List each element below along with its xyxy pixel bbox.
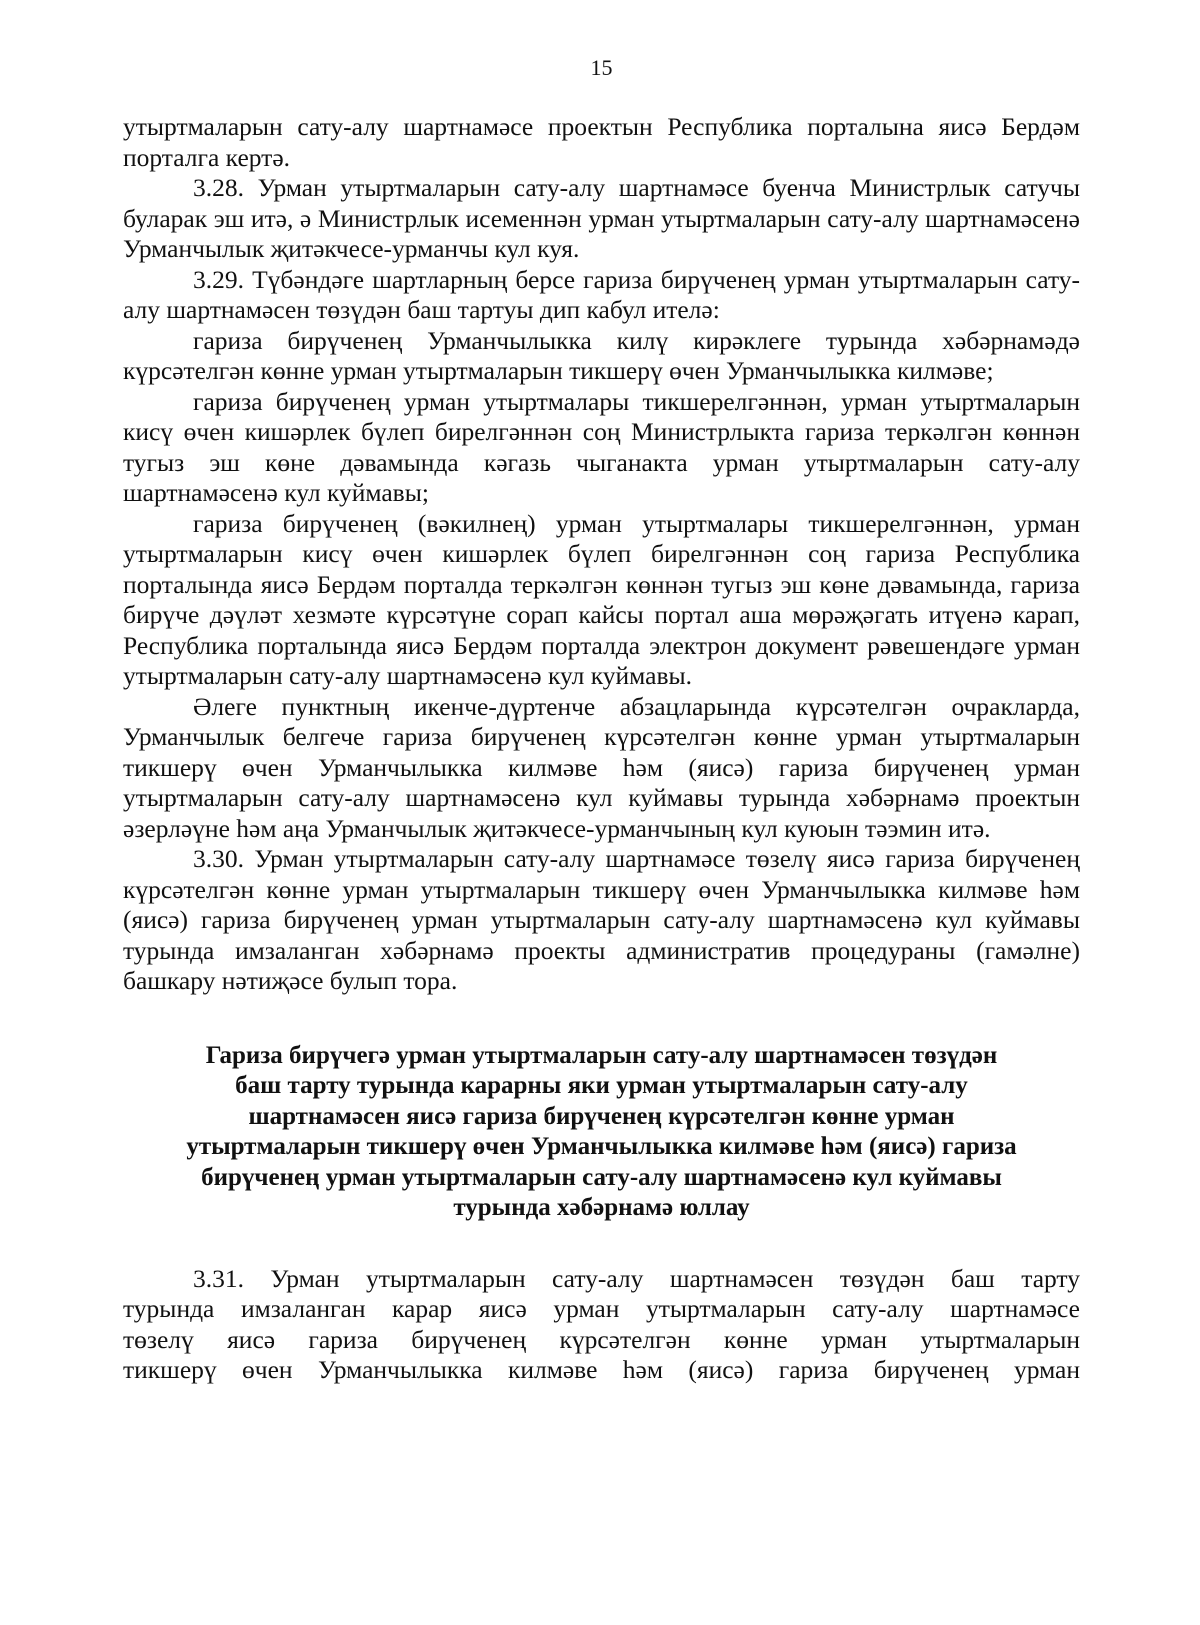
paragraph-3-31 — [123, 1264, 1080, 1386]
paragraph-3-30: 3.30. Урман утыртмаларын сату-алу шартнамәсе төзелү яисә гариза бирүченең күрсәтелгән көнне урман утыртмаларын тикшерү өчен Урманчылыкка килмәве һәм (яисә) гариза бирүченең урман утыртмаларын сату-алу шартнамәсенә кул куймавы турында имзаланган хәбәрнамә проекты административ процедураны (гамәлне) башкару нәтиҗәсе булып тора. — [123, 844, 1080, 995]
section-heading — [123, 1041, 1080, 1224]
paragraph-continuation: утыртмаларын сату-алу шартнамәсе проектын Республика порталына яисә Бердәм порталга кертә. — [123, 112, 1080, 172]
section-heading-line: бирүченең урман утыртмаларын сату-алу шартнамәсенә кул куймавы — [201, 1163, 1002, 1191]
paragraph-3-31-line: төзелү яисә гариза бирүченең күрсәтелгән көнне урман утыртмаларын — [123, 1324, 1080, 1354]
paragraph-3-31-line: тикшерү өчен Урманчылыкка килмәве һәм (яисә) гариза бирүченең урман — [123, 1355, 1080, 1384]
paragraph-3-29-item-3: гариза бирүченең (вәкилнең) урман утыртмалары тикшерелгәннән, урман утыртмаларын кисү өчен кишәрлек бүлеп бирелгәннән соң гариза Республика порталында яисә Бердәм порталда теркәлгән көннән тугыз эш көне дәвамында, гариза бирүче дәүләт хезмәте күрсәтүне сорап кайсы портал аша мөрәҗәгать итүенә карап, Республика порталында яисә Бердәм порталда электрон документ рәвешендәге урман утыртмаларын сату-алу шартнамәсенә кул куймавы. — [123, 508, 1080, 690]
paragraph-3-29: 3.29. Түбәндәге шартларның берсе гариза бирүченең урман утыртмаларын сату-алу шартнамәсен төзүдән баш тартуы дип кабул ителә: — [123, 264, 1080, 324]
paragraph-3-28: 3.28. Урман утыртмаларын сату-алу шартнамәсе буенча Министрлык сатучы буларак эш итә, ә Министрлык исеменнән урман утыртмаларын сату-алу шартнамәсенә Урманчылык җитәкчесе-урманчы кул куя. — [123, 173, 1080, 263]
paragraph-3-29-note: Әлеге пунктның икенче-дүртенче абзацларында күрсәтелгән очракларда, Урманчылык белгече гариза бирүченең күрсәтелгән көнне урман утыртмаларын тикшерү өчен Урманчылыкка килмәве һәм (яисә) гариза бирүченең урман утыртмаларын сату-алу шартнамәсенә кул куймавы турында хәбәрнамә проектын әзерләүне һәм аңа Урманчылык җитәкчесе-урманчының кул куюын тәэмин итә. — [123, 691, 1080, 843]
paragraph-3-31-line: 3.31. Урман утыртмаларын сату-алу шартнамәсен төзүдән баш тарту — [193, 1263, 1080, 1293]
paragraph-3-31-line: турында имзаланган карар яисә урман утыртмаларын сату-алу шартнамәсе — [123, 1294, 1080, 1323]
paragraph-3-29-item-2: гариза бирүченең урман утыртмалары тикшерелгәннән, урман утыртмаларын кисү өчен кишәрлек бүлеп бирелгәннән соң Министрлыкта гариза теркәлгән көннән тугыз эш көне дәвамында кәгазь чыганакта урман утыртмаларын сату-алу шартнамәсенә кул куймавы; — [123, 386, 1080, 507]
section-heading-line: Гариза бирүчегә урман утыртмаларын сату-алу шартнамәсен төзүдән — [205, 1041, 998, 1069]
section-heading-line: утыртмаларын тикшерү өчен Урманчылыкка килмәве һәм (яисә) гариза — [186, 1133, 1017, 1160]
section-heading-line: шартнамәсен яисә гариза бирүченең күрсәтелгән көнне урман — [248, 1102, 955, 1130]
paragraph-3-29-item-1: гариза бирүченең Урманчылыкка килү кирәклеге турында хәбәрнамәдә күрсәтелгән көнне урман утыртмаларын тикшерү өчен Урманчылыкка килмәве; — [123, 325, 1080, 385]
page-number: 15 — [590, 55, 613, 80]
section-heading-line: баш тарту турында карарны яки урман утыртмаларын сату-алу — [235, 1072, 968, 1099]
section-heading-line: турында хәбәрнамә юллау — [453, 1194, 750, 1221]
